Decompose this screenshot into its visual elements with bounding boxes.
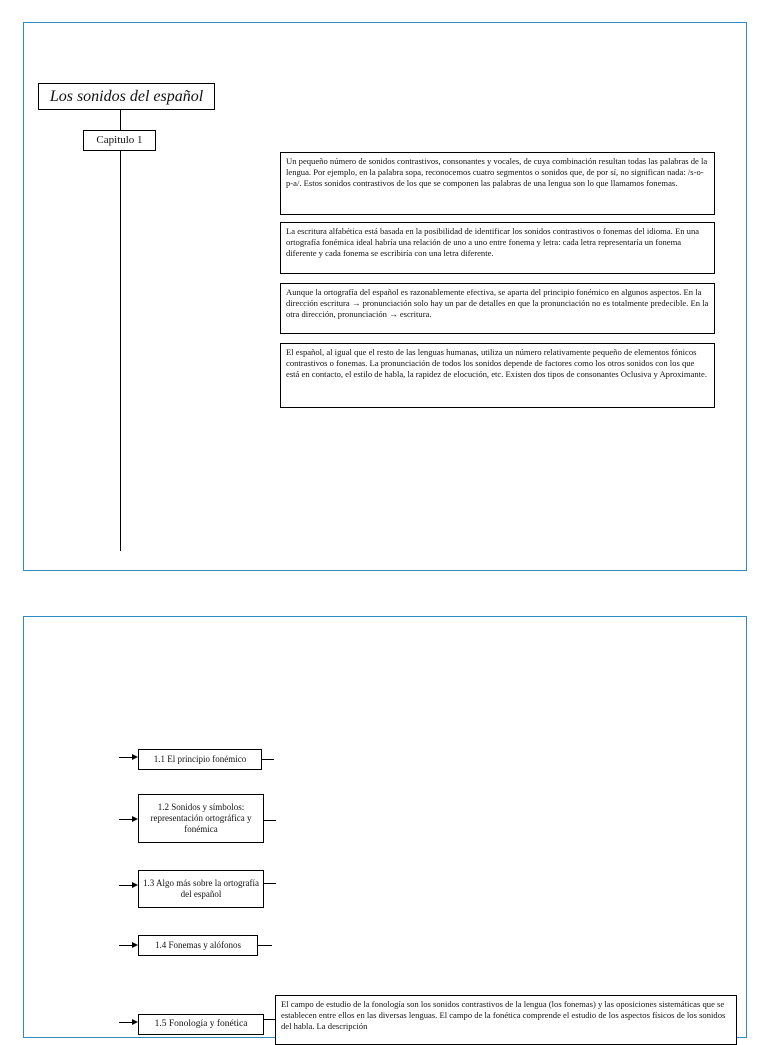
- page-1: [23, 22, 747, 571]
- section-1-3: 1.3 Algo más sobre la ortografía del español: [138, 870, 264, 908]
- document-title: Los sonidos del español: [38, 83, 215, 110]
- section-arrow-line: [119, 819, 133, 820]
- section-connector: [264, 883, 276, 884]
- section-connector: [264, 820, 276, 821]
- section-arrow-line: [119, 885, 133, 886]
- title-connector: [120, 110, 121, 130]
- section-connector: [262, 759, 274, 760]
- page-2: [23, 616, 747, 1038]
- note-fonologia-fonetica: El campo de estudio de la fonología son los sonidos contrastivos de la lengua (los fonemas) y las oposiciones sistemáticas que se establecen entre ellos en las diversas lenguas. El campo de la fonética comprende el estudio de los aspectos físicos de los sonidos del habla. La descripción: [275, 995, 737, 1045]
- section-1-5: 1.5 Fonología y fonética: [138, 1014, 264, 1035]
- section-connector: [264, 1019, 275, 1020]
- note-fonemas-alofonos: El español, al igual que el resto de las lenguas humanas, utiliza un número relativamente pequeño de elementos fónicos contrastivos o fonemas. La pronunciación de todos los sonidos depende de factores como los otros sonidos con los que está en contacto, el estilo de habla, la rapidez de elocución, etc. Existen dos tipos de consonantes Oclusiva y Aproximante.: [280, 343, 715, 408]
- section-1-1: 1.1 El principio fonémico: [138, 749, 262, 770]
- section-arrow-line: [119, 945, 133, 946]
- section-connector: [258, 945, 272, 946]
- note-ortografia-espanol: Aunque la ortografía del español es razonablemente efectiva, se aparta del principio fonémico en algunos aspectos. En la dirección escritura → pronunciación solo hay un par de detalles en que la pronunciación no es totalmente predecible. En la otra dirección, pronunciación → escritura.: [280, 283, 715, 334]
- section-1-4: 1.4 Fonemas y alófonos: [138, 935, 258, 956]
- note-escritura-alfabetica: La escritura alfabética está basada en la posibilidad de identificar los sonidos contrastivos o fonemas del idioma. En una ortografía fonémica ideal habría una relación de uno a uno entre fonema y letra: cada letra representaría un fonema diferente y cada fonema se escribiría con una letra diferente.: [280, 222, 715, 274]
- section-1-2: 1.2 Sonidos y símbolos: representación ortográfica y fonémica: [138, 794, 264, 843]
- chapter-timeline: [120, 151, 121, 551]
- section-arrow-line: [119, 757, 133, 758]
- chapter-label: Capitulo 1: [83, 130, 156, 151]
- section-arrow-line: [119, 1022, 133, 1023]
- note-fonemas: Un pequeño número de sonidos contrastivos, consonantes y vocales, de cuya combinación resultan todas las palabras de la lengua. Por ejemplo, en la palabra sopa, reconocemos cuatro segmentos o sonidos que, de por sí, no significan nada: /s-o-p-a/. Estos sonidos contrastivos de los que se componen las palabras de una lengua son lo que llamamos fonemas.: [280, 152, 715, 215]
